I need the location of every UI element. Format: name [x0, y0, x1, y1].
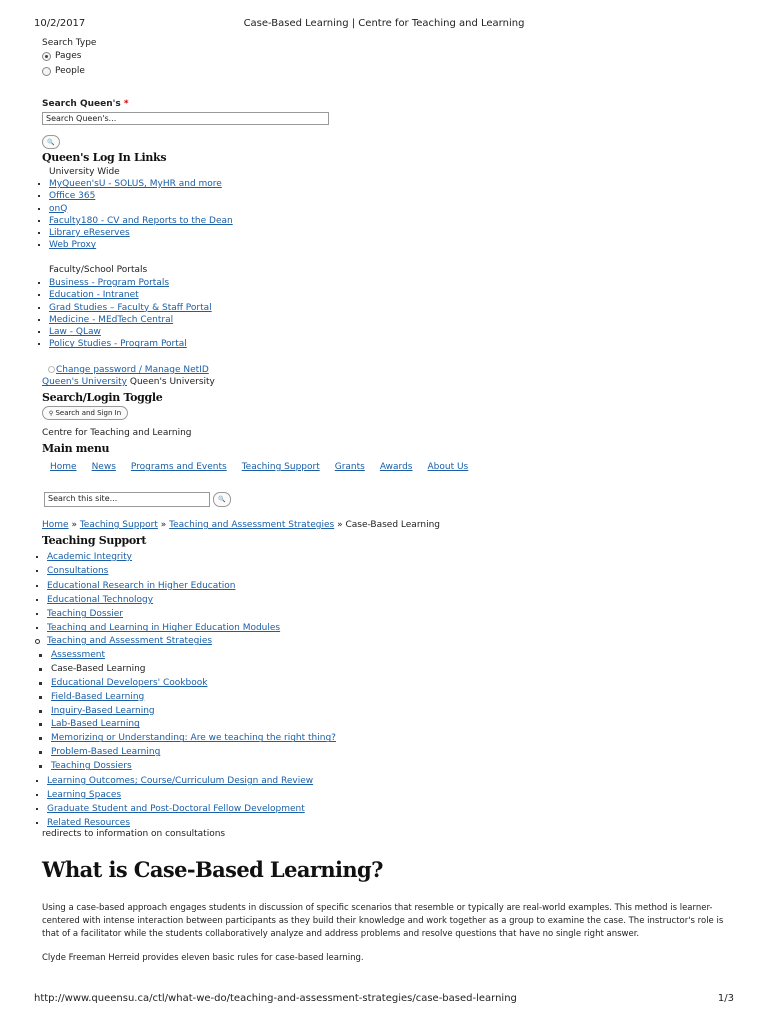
- breadcrumb-separator: »: [71, 520, 77, 530]
- university-line: [42, 377, 215, 387]
- site-search-submit[interactable]: [213, 492, 231, 507]
- link-faculty180[interactable]: Faculty180 - CV and Reports to the Dean: [49, 215, 233, 226]
- main-menu-heading: Main menu: [42, 442, 110, 455]
- list-item[interactable]: [49, 302, 212, 314]
- site-search-input[interactable]: Search this site...: [44, 492, 210, 507]
- faculty-portals-label: Faculty/School Portals: [49, 265, 148, 275]
- change-password-row[interactable]: [48, 365, 209, 375]
- list-item[interactable]: [51, 760, 336, 772]
- nav-learning-spaces[interactable]: Learning Spaces: [47, 789, 122, 800]
- nav-teaching-dossier[interactable]: Teaching Dossier: [47, 609, 124, 620]
- nav-teaching-assessment-strategies[interactable]: Teaching and Assessment Strategies: [47, 636, 213, 646]
- search-type: [42, 38, 96, 76]
- breadcrumb-separator: »: [160, 520, 167, 530]
- queens-university-text: Queen's University: [129, 377, 215, 387]
- list-item[interactable]: [51, 705, 336, 717]
- list-item[interactable]: [47, 789, 313, 801]
- list-item[interactable]: [47, 622, 280, 634]
- required-mark: *: [123, 99, 129, 109]
- strategies-sublist: [51, 649, 336, 772]
- list-item[interactable]: [51, 677, 336, 689]
- breadcrumb: [42, 520, 440, 530]
- list-item[interactable]: [47, 594, 280, 606]
- consultations-note: redirects to information on consultations: [42, 829, 226, 839]
- nav-teaching-dossiers[interactable]: Teaching Dossiers: [51, 761, 132, 772]
- radio-people-label: People: [55, 66, 85, 76]
- print-url: http://www.queensu.ca/ctl/what-we-do/teaching-and-assessment-strategies/case-based-learning: [34, 993, 517, 1004]
- list-item[interactable]: [47, 580, 280, 592]
- list-item[interactable]: [47, 565, 280, 577]
- link-grad-studies[interactable]: Grad Studies – Faculty & Staff Portal: [49, 302, 212, 313]
- list-item[interactable]: [47, 551, 280, 563]
- nav-cookbook[interactable]: Educational Developers' Cookbook: [51, 677, 208, 688]
- link-library-ereserves[interactable]: Library eReserves: [49, 228, 130, 239]
- search-type-option-pages[interactable]: [42, 51, 96, 61]
- list-item[interactable]: [51, 732, 336, 744]
- university-wide-label: University Wide: [49, 167, 120, 177]
- nav-educational-technology[interactable]: Educational Technology: [47, 594, 154, 605]
- search-icon: ⚲: [48, 410, 54, 417]
- search-type-option-people[interactable]: [42, 66, 96, 76]
- list-item[interactable]: [51, 746, 336, 758]
- link-onq[interactable]: onQ: [49, 203, 68, 214]
- queens-university-link[interactable]: Queen's University: [42, 377, 127, 387]
- list-item[interactable]: [49, 190, 233, 202]
- nav-consultations[interactable]: Consultations: [47, 566, 109, 577]
- link-law[interactable]: Law - QLaw: [49, 327, 101, 338]
- link-web-proxy[interactable]: Web Proxy: [49, 240, 97, 251]
- print-page-number: 1/3: [717, 993, 734, 1004]
- rules-paragraph: Clyde Freeman Herreid provides eleven basic rules for case-based learning.: [42, 953, 364, 963]
- list-item[interactable]: [49, 277, 212, 289]
- menu-home[interactable]: Home: [50, 462, 77, 472]
- link-myqueensu[interactable]: MyQueen'sU - SOLUS, MyHR and more: [49, 179, 222, 189]
- list-item[interactable]: [49, 326, 212, 338]
- breadcrumb-separator: »: [337, 520, 343, 530]
- list-item[interactable]: [49, 203, 233, 215]
- search-icon: 🔍: [47, 139, 55, 146]
- radio-people[interactable]: [42, 67, 51, 76]
- nav-tl-modules[interactable]: Teaching and Learning in Higher Education Modules: [47, 623, 281, 634]
- change-password-link[interactable]: Change password / Manage NetID: [56, 365, 209, 375]
- list-item[interactable]: [47, 635, 212, 647]
- list-item[interactable]: [49, 215, 233, 227]
- link-education[interactable]: Education - Intranet: [49, 290, 139, 301]
- nav-graduate-development[interactable]: Graduate Student and Post-Doctoral Fellow Development: [47, 803, 305, 814]
- search-queens-input[interactable]: Search Queen's...: [42, 112, 329, 125]
- list-item[interactable]: [49, 227, 233, 239]
- expanded-item: [47, 635, 212, 647]
- print-page-title: Case-Based Learning | Centre for Teaching and Learning: [243, 18, 525, 29]
- list-item[interactable]: [51, 649, 336, 661]
- search-icon: 🔍: [218, 496, 226, 503]
- search-queens-label: [42, 99, 129, 109]
- print-date: 10/2/2017: [34, 18, 86, 29]
- intro-paragraph: Using a case-based approach engages students in discussion of specific scenarios that resemble or typically are real-world examples. This method is learner-centered with intense interaction between participants as they build their knowledge and work together as a group to examine the case. The instructor's role is that of a facilitator while the students collaboratively analyze and address problems and resolve questions that have no single right answer.: [42, 903, 724, 939]
- menu-programs-events[interactable]: Programs and Events: [130, 462, 227, 472]
- list-item[interactable]: [51, 663, 336, 675]
- link-medicine[interactable]: Medicine - MEdTech Central: [49, 314, 174, 325]
- link-business[interactable]: Business - Program Portals: [49, 278, 170, 288]
- search-sign-in-button[interactable]: [42, 406, 128, 420]
- nav-lab-based[interactable]: Lab-Based Learning: [51, 719, 140, 730]
- menu-news[interactable]: News: [91, 462, 116, 472]
- breadcrumb-current: Case-Based Learning: [345, 520, 440, 530]
- nav-field-based[interactable]: Field-Based Learning: [51, 691, 145, 702]
- link-office365[interactable]: Office 365: [49, 191, 96, 202]
- login-links-heading: Queen's Log In Links: [42, 151, 167, 164]
- nav-assessment[interactable]: Assessment: [51, 650, 105, 660]
- list-item[interactable]: [47, 608, 280, 620]
- teaching-support-list: [47, 551, 280, 635]
- nav-academic-integrity[interactable]: Academic Integrity: [47, 552, 132, 562]
- page-title: What is Case-Based Learning?: [42, 857, 383, 882]
- search-queens-label-text: Search Queen's: [42, 99, 121, 109]
- list-item[interactable]: [49, 314, 212, 326]
- list-item[interactable]: [49, 338, 212, 350]
- nav-related-resources[interactable]: Related Resources: [47, 817, 131, 828]
- main-menu: [50, 462, 483, 472]
- menu-about-us[interactable]: About Us: [427, 462, 469, 472]
- print-header: [0, 18, 768, 32]
- breadcrumb-teaching-support[interactable]: Teaching Support: [79, 520, 158, 530]
- faculty-portals-list: [49, 277, 212, 351]
- search-queens-submit[interactable]: [42, 135, 60, 149]
- nav-learning-outcomes[interactable]: Learning Outcomes; Course/Curriculum Design and Review: [47, 776, 314, 786]
- radio-pages[interactable]: [42, 52, 51, 61]
- list-item[interactable]: [47, 775, 313, 787]
- site-name[interactable]: Centre for Teaching and Learning: [42, 428, 192, 438]
- list-item[interactable]: [47, 803, 313, 815]
- menu-grants[interactable]: Grants: [334, 462, 365, 472]
- list-item[interactable]: [51, 691, 336, 703]
- toggle-heading: Search/Login Toggle: [42, 391, 163, 404]
- list-item[interactable]: [51, 718, 336, 730]
- list-item[interactable]: [49, 178, 233, 190]
- nav-memorizing[interactable]: Memorizing or Understanding: Are we teaching the right thing?: [51, 733, 336, 744]
- teaching-support-heading: Teaching Support: [42, 534, 147, 547]
- menu-teaching-support[interactable]: Teaching Support: [241, 462, 320, 472]
- nav-inquiry-based[interactable]: Inquiry-Based Learning: [51, 705, 155, 716]
- university-wide-list: [49, 178, 233, 252]
- search-sign-in-label: Search and Sign In: [55, 409, 122, 417]
- nav-problem-based[interactable]: Problem-Based Learning: [51, 747, 161, 758]
- breadcrumb-home[interactable]: Home: [42, 520, 69, 530]
- search-type-label: Search Type: [42, 38, 97, 48]
- key-icon: [48, 366, 55, 373]
- breadcrumb-strategies[interactable]: Teaching and Assessment Strategies: [169, 520, 335, 530]
- list-item[interactable]: [49, 239, 233, 251]
- link-policy-studies[interactable]: Policy Studies - Program Portal: [49, 339, 187, 350]
- radio-pages-label: Pages: [55, 51, 82, 61]
- list-item[interactable]: [49, 289, 212, 301]
- nav-case-based-learning-current[interactable]: Case-Based Learning: [51, 663, 146, 674]
- nav-educational-research[interactable]: Educational Research in Higher Education: [47, 580, 236, 591]
- list-item[interactable]: [47, 817, 313, 829]
- menu-awards[interactable]: Awards: [379, 462, 413, 472]
- teaching-support-list-bottom: [47, 775, 313, 829]
